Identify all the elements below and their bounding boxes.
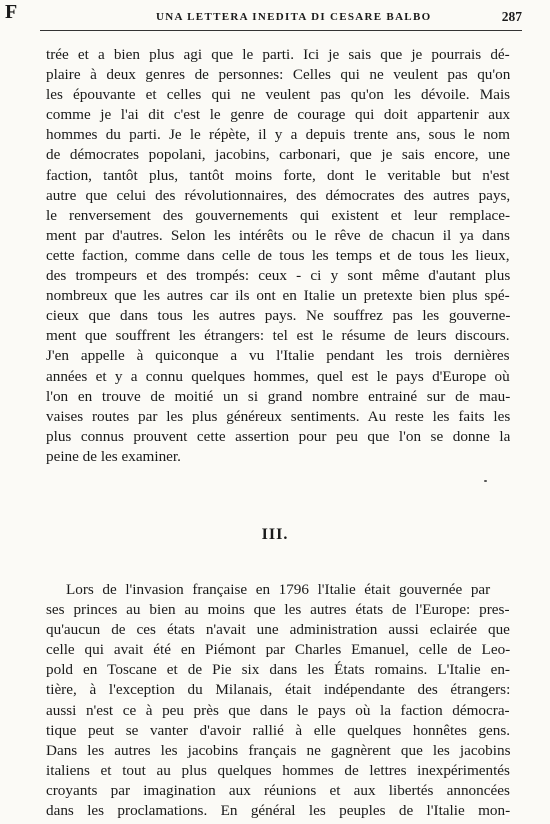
text-line: autre que celui des révolutionnaires, des démocrates des autres pays, bbox=[46, 186, 510, 204]
running-head bbox=[40, 8, 522, 30]
paragraph-1 bbox=[46, 45, 510, 467]
text-line: tique peut se vanter d'avoir rallié à elle quelques honnêtes gens. bbox=[46, 721, 510, 739]
text-line: tière, à l'exception du Milanais, était indépendante des étrangers: bbox=[46, 681, 510, 699]
text-line: plus connus prouvent cette assertion pour peu que l'on se donne la bbox=[46, 427, 510, 445]
text-line: pold en Toscane et de Pie six dans les États romains. L'Italie en- bbox=[46, 661, 510, 679]
text-line: aussi n'est ce à peu près que dans le pays où la faction démocra- bbox=[46, 701, 510, 719]
paragraph-2 bbox=[46, 580, 510, 821]
text-line: comme je l'ai dit c'est le genre de courage qui doit appartenir aux bbox=[46, 106, 510, 124]
print-speck bbox=[484, 480, 487, 482]
text-line: l'on en trouve de moitié un si grand nombre entrainé sur de mau- bbox=[46, 387, 510, 405]
text-line: Dans les autres les jacobins français ne gagnèrent que les jacobins bbox=[46, 741, 510, 759]
text-line: ment que souffrent les étrangers: tel est le résume de leurs discours. bbox=[46, 327, 510, 345]
text-line: peine de les examiner. bbox=[46, 447, 181, 465]
text-line: J'en appelle à quiconque a vu l'Italie pendant les trois dernières bbox=[46, 347, 510, 365]
running-title: UNA LETTERA INEDITA DI CESARE BALBO bbox=[156, 11, 432, 23]
text-line: ses princes au bien au moins que les autres états de l'Europe: pres- bbox=[46, 601, 510, 619]
section-heading: III. bbox=[261, 526, 289, 543]
text-line: qu'aucun de ces états n'avait une administration aussi eclairée que bbox=[46, 621, 510, 639]
text-line: des trompeurs et des trompés: ceux - ci y sont même d'autant plus bbox=[46, 267, 510, 285]
text-line: hommes du parti. Je le répète, il y a depuis trente ans, sous le nom bbox=[46, 126, 510, 144]
text-line: nombreux que les autres car ils ont en Italie un pretexte bien plus spé- bbox=[46, 287, 510, 305]
text-line: croyants par imagination aux réunions et aux libertés annoncées bbox=[46, 781, 510, 799]
text-line: trée et a bien plus agi que le parti. Ici je sais que je pourrais dé- bbox=[46, 46, 510, 63]
text-line: vaises routes par les plus généreux sentiments. Au reste les faits les bbox=[46, 407, 510, 425]
corner-mark: F bbox=[5, 1, 18, 23]
page-number: 287 bbox=[501, 9, 522, 24]
text-line: ment par d'autres. Selon les intérêts ou le rêve de chacun il ya dans bbox=[46, 226, 510, 244]
text-line: cette faction, comme dans celle de tous les temps et de tous les lieux, bbox=[46, 246, 510, 264]
text-line: Lors de l'invasion française en 1796 l'Italie était gouvernée par bbox=[66, 581, 491, 598]
text-line: les épouvante et celles qui ne veulent pas qu'on les dévoile. Mais bbox=[46, 86, 510, 104]
text-line: italiens et tout au plus quelques hommes de lettres inexpérimentés bbox=[46, 761, 510, 779]
text-line: dans les proclamations. En général les peuples de l'Italie mon- bbox=[46, 802, 510, 820]
text-line: le renversement des gouvernements qui existent et leur remplace- bbox=[46, 206, 510, 224]
text-line: plaire à deux genres de personnes: Celles qui ne veulent pas qu'on bbox=[46, 66, 510, 84]
text-line: de démocrates popolani, jacobins, carbonari, que je sais encore, une bbox=[46, 146, 510, 164]
text-line: faction, tantôt plus, tantôt moins forte, dont le veritable but n'est bbox=[46, 166, 510, 184]
header-rule bbox=[40, 30, 522, 31]
text-line: celle qui avait été en Piémont par Charles Emanuel, celle de Leo- bbox=[46, 641, 510, 659]
text-line: cieux que dans tous les autres pays. Ne souffrez pas les gouverne- bbox=[46, 307, 510, 325]
text-line: années et y a connu quelques hommes, quel est le pays d'Europe où bbox=[46, 367, 510, 385]
